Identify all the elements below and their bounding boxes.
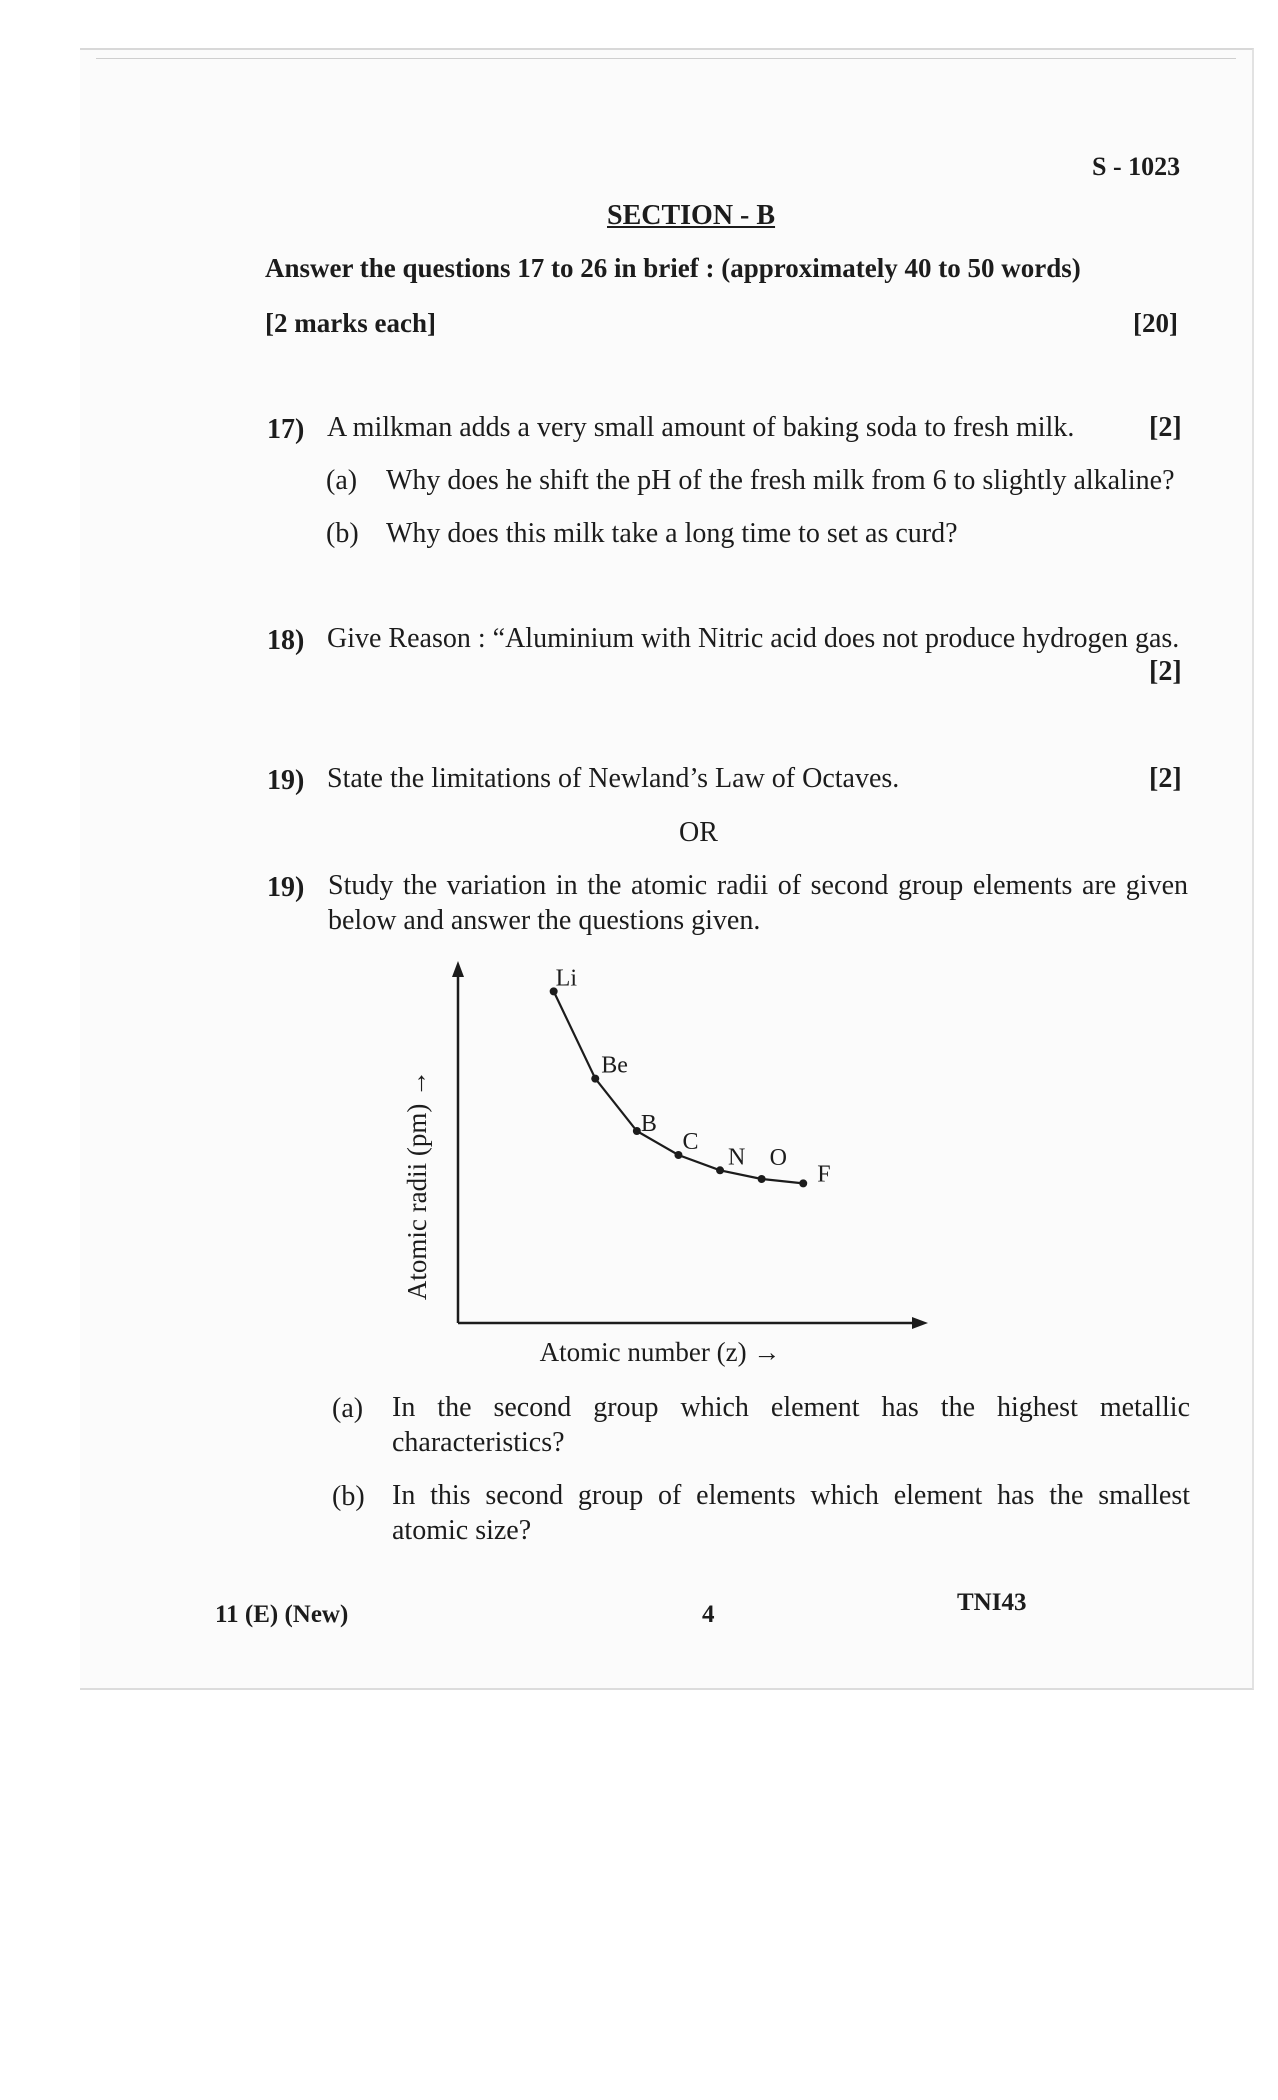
q17a-label: (a) — [326, 465, 358, 496]
q19b-a-label: (a) — [332, 1393, 364, 1424]
q17b-text: Why does this milk take a long time to set as curd? — [386, 518, 958, 549]
q17a-text: Why does he shift the pH of the fresh milk from 6 to slightly alkaline? — [386, 465, 1175, 496]
x-axis-arrow — [912, 1317, 928, 1329]
data-label-b: B — [640, 1111, 657, 1137]
footer-page-number: 4 — [702, 1601, 715, 1628]
data-point-n — [716, 1166, 724, 1174]
data-label-c: C — [682, 1129, 699, 1155]
section-instruction: Answer the questions 17 to 26 in brief : (approximately 40 to 50 words) — [265, 253, 1081, 283]
q17-text: A milkman adds a very small amount of baking soda to fresh milk. — [327, 412, 1075, 443]
chart-x-axis-label: Atomic number (z) → — [539, 1337, 781, 1367]
q17-marks: [2] — [1149, 412, 1182, 443]
data-label-be: Be — [601, 1052, 628, 1079]
section-title: SECTION - B — [607, 200, 776, 231]
y-axis-arrow — [452, 961, 464, 977]
data-point-be — [591, 1075, 599, 1083]
data-point-f — [799, 1179, 807, 1187]
sheet-top-edge — [96, 58, 1236, 59]
q18-text: Give Reason : “Aluminium with Nitric acid does not produce hydrogen gas. — [327, 623, 1180, 654]
q19b-number: 19) — [267, 872, 305, 903]
or-label: OR — [679, 817, 718, 848]
data-point-c — [674, 1151, 682, 1159]
q18-marks: [2] — [1149, 656, 1182, 687]
data-label-li: Li — [555, 965, 577, 992]
q19b-b-text: In this second group of elements which element has the smallest atomic size? — [392, 1480, 1190, 1546]
q17b-label: (b) — [326, 518, 359, 549]
data-label-o: O — [769, 1145, 787, 1171]
marks-each-label: [2 marks each] — [265, 308, 436, 338]
q19-number: 19) — [267, 765, 305, 796]
data-point-o — [758, 1175, 766, 1183]
data-label-f: F — [817, 1161, 831, 1188]
q17-number: 17) — [267, 414, 305, 445]
data-label-n: N — [728, 1144, 746, 1171]
paper-code: S - 1023 — [1092, 152, 1181, 181]
q19b-b-label: (b) — [332, 1481, 365, 1512]
q19-marks: [2] — [1149, 763, 1182, 794]
data-point-b — [633, 1127, 641, 1135]
q19-text: State the limitations of Newland’s Law of Octaves. — [327, 763, 900, 794]
footer-series-code: TNI43 — [957, 1589, 1027, 1616]
footer-paper-code: 11 (E) (New) — [215, 1601, 349, 1628]
q18-number: 18) — [267, 625, 305, 656]
q19b-text: Study the variation in the atomic radii of second group elements are given below and answer the questions given. — [328, 870, 1188, 936]
q19b-a-text: In the second group which element has the highest metallic characteristics? — [392, 1392, 1190, 1458]
atomic-radii-chart — [390, 955, 950, 1365]
marks-total-label: [20] — [1133, 308, 1178, 338]
chart-y-axis-label: Atomic radii (pm) → — [402, 1069, 432, 1301]
